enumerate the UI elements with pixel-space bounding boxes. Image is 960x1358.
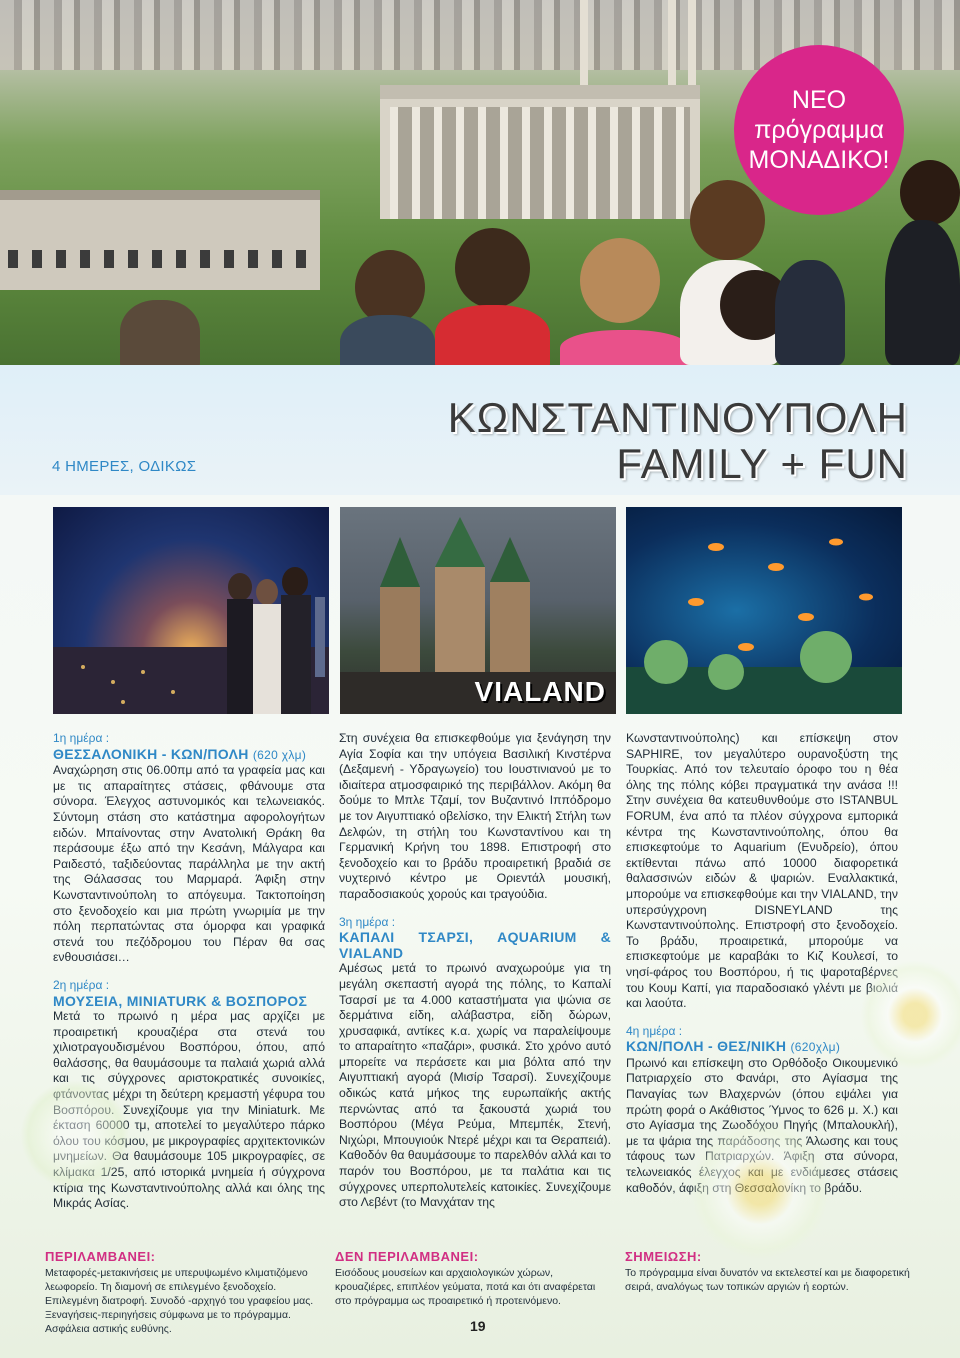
day1-title [53,747,325,764]
included-text: Μεταφορές-μετακινήσεις με υπερυψωμένο κλιματιζόμενο λεωφορείο. Τη διαμονή σε επιλεγμένο ξενοδοχείο. Επιλεγμένη διατροφή. Συνοδό -αρχηγό του γραφείου μας. Ξεναγήσεις-περιηγήσεις σύμφωνα με το πρόγραμμα. Ασφάλεια αστικής ευθύνης. [45,1267,314,1335]
footer-not-included [335,1250,605,1308]
day2-text: Μετά το πρωινό η μέρα μας αρχίζει με προαιρετική κρουαζιέρα στα στενά του χιλιοτραγουδισμένου Βοσπόρου, όπου, από θαλάσσης, θα θαυμάσουμε τα παλαιά χωριά αλλά και τις σύγχρονες αριστοκρατικές συνοικίες, φτάνοντας μέχρι τη δεύτερη κρεμαστή γέφυρα του Βοσπόρου. Συνεχίζουμε για την Miniaturk. Με έκταση 60000 τμ, αποτελεί το μεγαλύτερο πάρκο όλου του κόσμου, με μικρογραφίες αρχιτεκτονικών μνημείων. Θα θαυμάσουμε 105 μικρογραφίες, σε κλίμακα 1/25, από ιστορικά μνημεία ή σύγχρονα κτίρια της Κωνσταντινούπολης αλλά και όλης της Μικράς Ασίας. [53,1009,325,1211]
day4-title [626,1039,898,1056]
photo-vialand-castle [340,507,616,714]
page-number: 19 [470,1318,486,1334]
badge-line-1: ΝΕΟ [791,86,847,114]
flower-decoration [690,1120,830,1260]
day4-text: Πρωινό και επίσκεψη στο Ορθόδοξο Οικουμενικό Πατριαρχείο στο Φανάρι, στο Αγίασμα της Παναγίας των Βλαχερνών (όπου εψάλει για πρώτη φορά ο Ακάθιστος Ύμνος το 626 μ. Χ.) και στο Αγίασμα της Ζωοδόχου Πηγής (Μπαλουκλή), με τα ψάρια της παράδοσης της Άλωσης και τους τάφους των Πατριαρχών. Άφιξη στα σύνορα, τελωνειακός έλεγχος και με ενδιάμεσες στάσεις καθοδόν, άφιξη στη Θεσσαλονίκη το βράδυ. [626,1055,898,1195]
flower-decoration [860,960,960,1070]
photo-aquarium [626,507,902,714]
notes-text: Το πρόγραμμα είναι δυνατόν να εκτελεστεί και με διαφορετική σειρά, αναλόγως των τοπικών αργιών ή εορτών. [625,1267,910,1293]
day3-title: ΚΑΠΑΛΙ ΤΣΑΡΣΙ, AQUARIUM & VIALAND [339,929,611,961]
page-subtitle: FAMILY + FUN [616,440,908,487]
day1-tag: 1η ημέρα : [53,731,110,745]
day2-tag: 2η ημέρα : [53,977,110,992]
day4-distance: (620χλμ) [790,1040,841,1055]
hero-miniature-temple [380,85,700,219]
not-included-text: Εισόδους μουσείων και αρχαιολογικών χώρων, κρουαζιέρες, επιπλέον γεύματα, ποτά και ότι αναφέρεται στο πρόγραμμα ως προαιρετικό ή προτεινόμενο. [335,1267,596,1307]
photo-city-night-view [53,507,329,714]
day3-tag: 3η ημέρα : [339,914,396,929]
day4-title-text: ΚΩΝ/ΠΟΛΗ - ΘΕΣ/ΝΙΚΗ [626,1038,787,1055]
badge-line-2: πρόγραμμα [754,116,884,144]
page-title: ΚΩΝΣΤΑΝΤΙΝΟΥΠΟΛΗ [447,394,908,441]
footer-included [45,1250,315,1336]
new-program-badge [734,45,904,215]
trip-duration: 4 ΗΜΕΡΕΣ, ΟΔΙΚΩΣ [52,458,197,475]
flower-decoration [20,1080,130,1190]
badge-line-3: ΜΟΝΑΔΙΚΟ! [748,146,890,174]
vialand-caption: VIALAND [474,676,606,707]
day1-text: Αναχώρηση στις 06.00πμ από τα γραφεία μας και με τις απαραίτητες στάσεις, φθάνουμε στα σύνορα. Έλεγχος αστυνομικός και τελωνειακός. Σύντομη στάση στο κατάστημα αφορολογήτων ειδών. Μπαίνοντας στην Ανατολική Θράκη θα περάσουμε έξω από την Κεσάνη, Μάλγαρα και Ραιδεστό, ταξιδεύοντας παράλληλα με την ακτή της Θάλασσας του Μαρμαρά. Άφιξη στην Κωνσταντινούπολη το απόγευμα. Τακτοποίηση στο ξενοδοχείο και μια πρώτη γνωριμία με την πόλη περπατώντας στα όμορφα και γραφικά στενά του πεζόδρομου του Πέραν θα σας ενθουσιάσει… [53,763,325,965]
not-included-title: ΔΕΝ ΠΕΡΙΛΑΜΒΑΝΕΙ: [335,1249,479,1264]
day2-title: ΜΟΥΣΕΙΑ, MINIATURK & ΒΟΣΠΟΡΟΣ [53,992,308,1009]
included-title: ΠΕΡΙΛΑΜΒΑΝΕΙ: [45,1249,156,1264]
notes-title: ΣΗΜΕΙΩΣΗ: [625,1249,702,1264]
aquarium-illustration [626,507,902,714]
footer-notes [625,1250,910,1294]
day2-text-continued: Στη συνέχεια θα επισκεφθούμε για ξενάγηση την Αγία Σοφία και την υπόγεια Βασιλική Κινστέρνα (Δεξαμενή - Υδραγωγείο) του Ιουστινιανού με το ιδιαίτερα ατμοσφαιρικό της περιβάλλον. Ακόμη θα δούμε το Μπλε Τζαμί, τον Βυζαντινό Ιππόδρομο με τον Αιγυπτιακό οβελίσκο, την Ελικτή Στήλη των Δελφών, τη στήλη του Κωνσταντίνου και τη Γερμανική Κρήνη του 1898. Επιστροφή στο ξενοδοχείο και το βράδυ προαιρετική βραδιά σε νυχτερινό κέντρο με Οριεντάλ μουσική, παραδοσιακούς χορούς και τραγούδια. [339,731,611,901]
day4-tag: 4η ημέρα : [626,1023,683,1038]
day1-distance: (620 χλμ) [252,747,307,762]
column-2 [339,731,611,1211]
day3-text-continued: Κωνσταντινούπολης) και επίσκεψη στον SAPHIRE, τον μεγαλύτερο ουρανοξύστη της Τουρκίας. Από τον τελευταίο όροφο του η θέα όλης της πόλης κόβει πραγματικά την ανάσα !!! Στην συνέχεια θα κατευθυνθούμε στο ISTANBUL FORUM, ένα από τα πλέον σύγχρονα εμπορικά κέντρα της Κωνσταντινούπολης, όπου θα επισκεφτούμε το Aquarium (Ενυδρείο), όπου εκτίθενται πάνω από 10000 διαφορετικά θαλασσινών ειδών & ψαριών. Εναλλακτικά, μπορούμε να επισκεφθούμε και την VIALAND, την υπερσύγχρονη DISNEYLAND της Κωνσταντινούπολης. Επιστροφή στο ξενοδοχείο. Το βράδυ, προαιρετικά, μπορούμε να επισκεφτούμε με καραβάκι το Κιζ Κουλεσί, το νησί-φάρος του Βοσπόρου, ή τις ψαροταβέρνες του Κουμ Καπί, για παραδοσιακό γλέντι με βιολιά και λαούτα. [626,731,898,1011]
day1-title-text: ΘΕΣΣΑΛΟΝΙΚΗ - ΚΩΝ/ΠΟΛΗ [53,745,249,762]
hero-miniature-building [0,190,320,290]
night-view-illustration [53,507,329,714]
day3-text: Αμέσως μετά το πρωινό αναχωρούμε για τη μεγάλη σκεπαστή αγορά της πόλης, το Καπαλί Τσαρσί με τα 4.000 καταστήματα για ψώνια σε δερμάτινα είδη, αλάβαστρα, είδη δώρων, χρυσαφικά, αντίκες κ.α. χωρίς να παραλείψουμε το απαραίτητο «παζάρι», φυσικά. Στο χρόνο αυτό μπορείτε να περάσετε και μια βόλτα από την Αιγυπτιακή αγορά (Μισίρ Τσαρσί). Συνεχίζουμε οδικώς κατά μήκος της ευρωπαϊκής ακτής περνώντας από τα ξακουστά χωριά του Βοσπόρου (Μέγα Ρεύμα, Μπεμπέκ, Στενή, Νιχώρι, Μπουγιούκ Ντερέ μέχρι και τα Θεραπειά). Καθοδόν θα θαυμάσουμε το παρελθόν αλλά και το παρόν του Βοσπόρου, με τα παλάτια και τις σύγχρονες υπερπολυτελείς κατοικίες. Συνεχίζουμε στο Λεβέντ (το Μανχάταν της [339,961,611,1210]
